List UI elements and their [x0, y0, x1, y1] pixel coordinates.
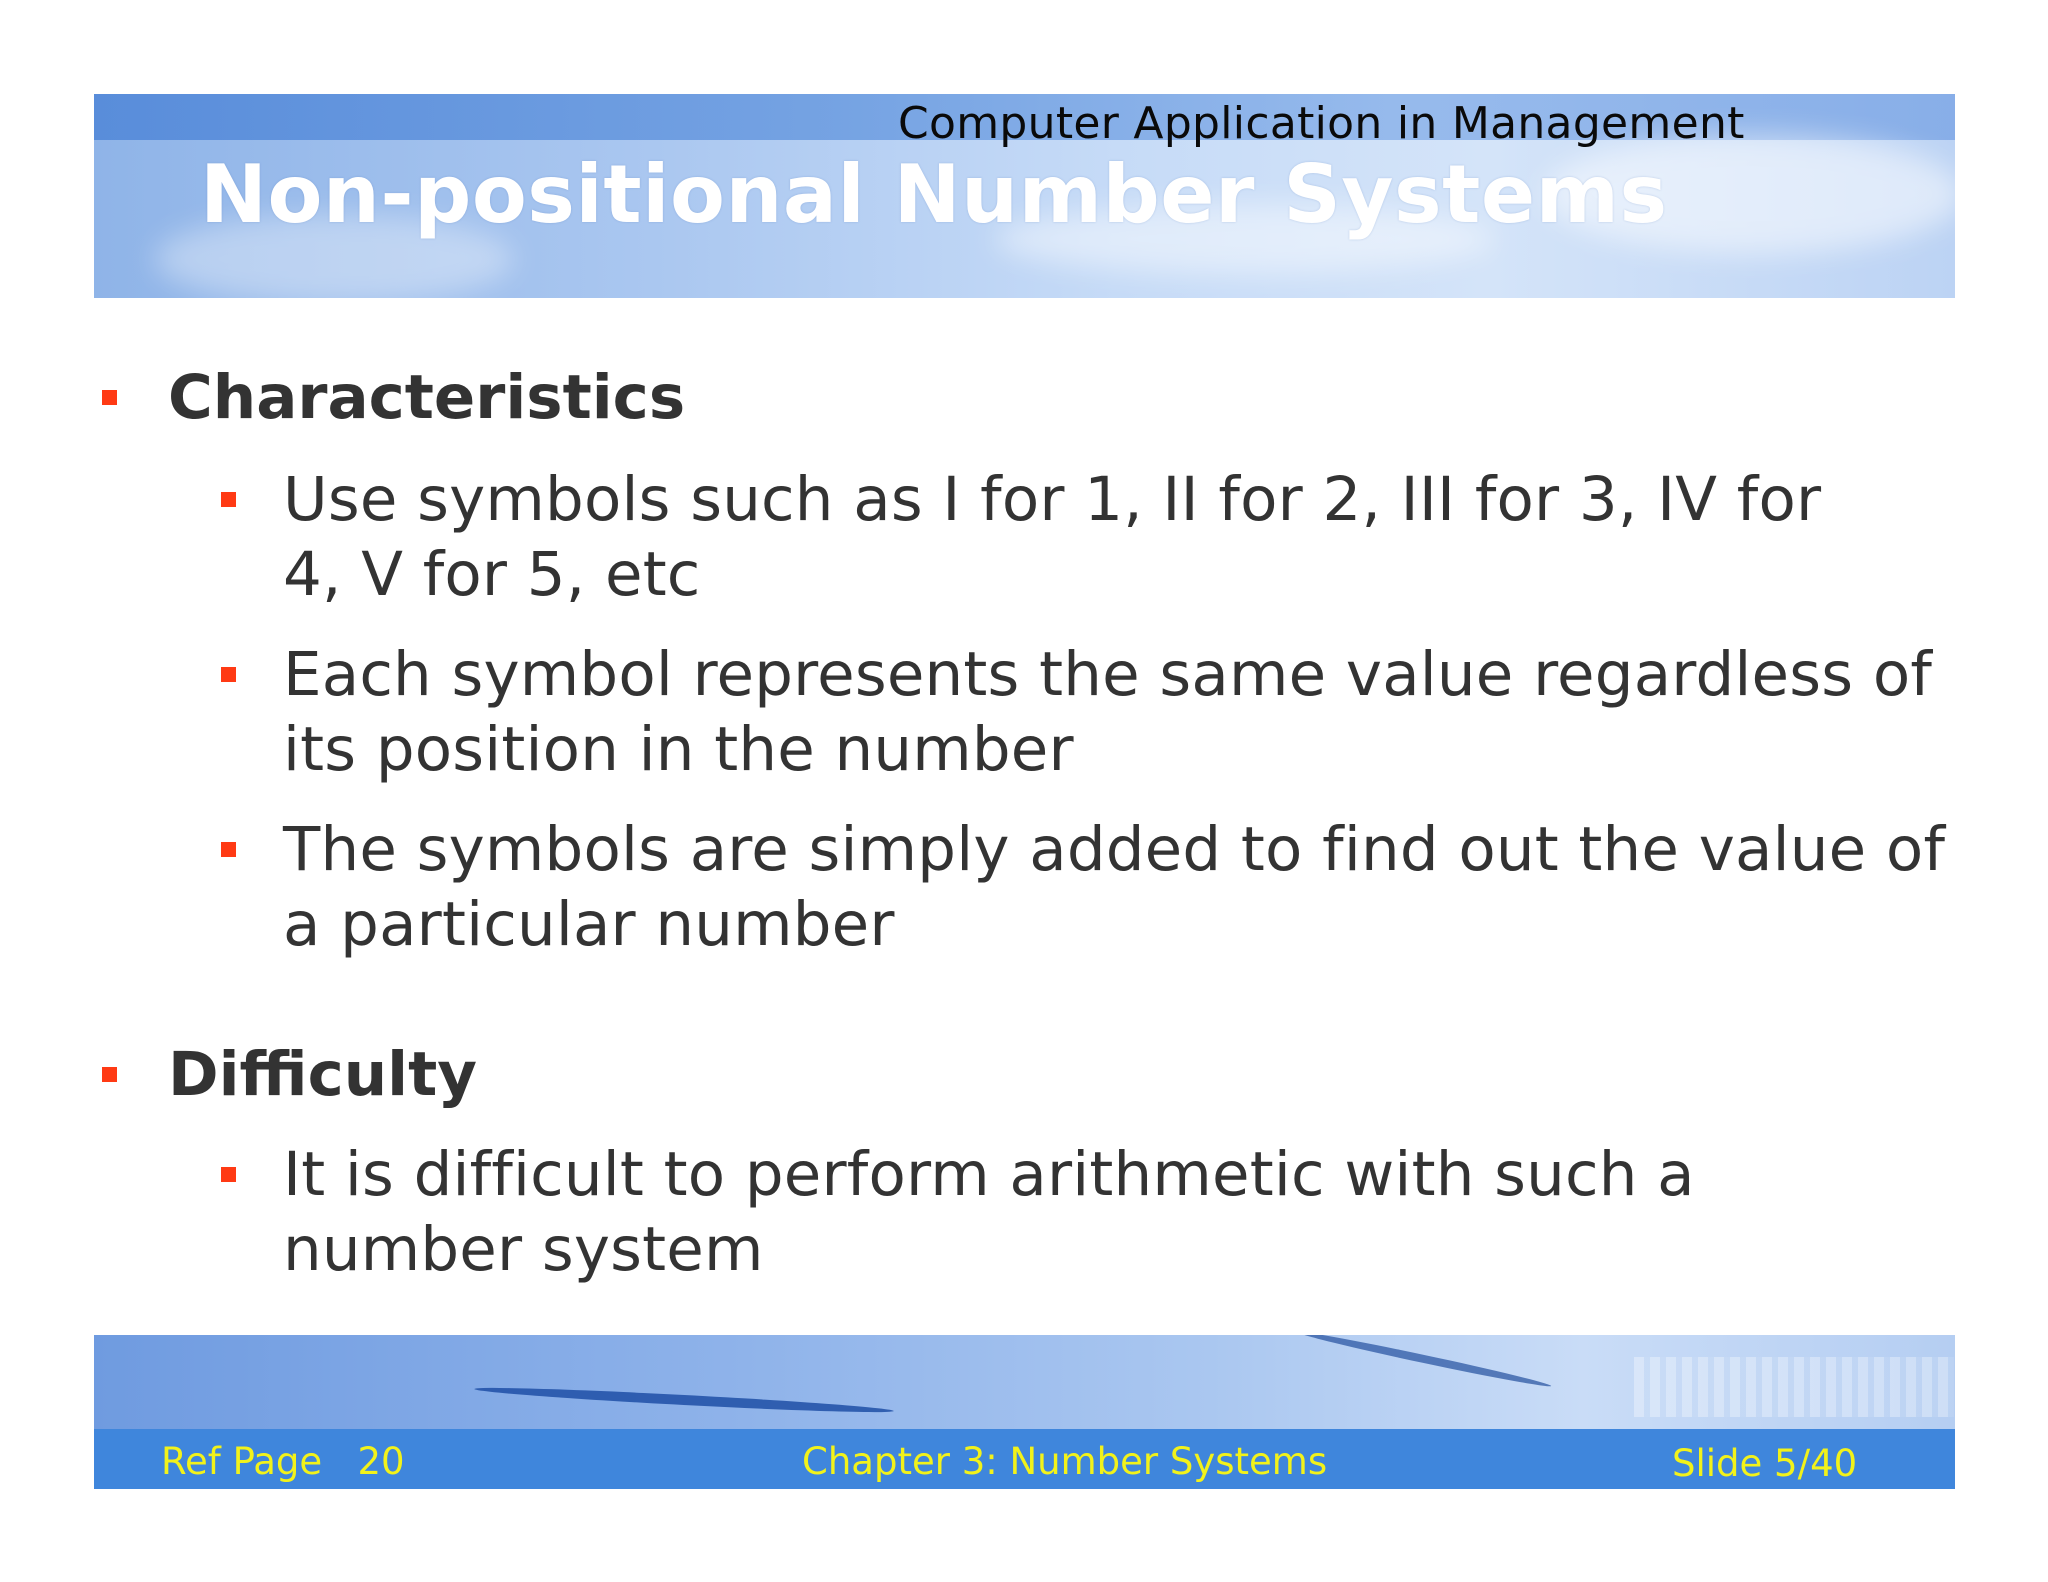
list-item: It is difficult to perform arithmetic with such a number system	[283, 1139, 1695, 1285]
bullet-icon	[221, 492, 236, 507]
footer-swoosh	[1296, 1335, 1552, 1390]
ref-page-label: Ref Page 20	[161, 1440, 405, 1483]
chapter-label: Chapter 3: Number Systems	[802, 1440, 1328, 1483]
list-item: Each symbol represents the same value regardless of its position in the number	[283, 639, 1933, 785]
section-heading-difficulty: Difficulty	[168, 1039, 477, 1110]
bullet-icon	[102, 390, 117, 405]
footer-banner	[94, 1335, 1955, 1429]
list-item: The symbols are simply added to find out the value of a particular number	[283, 814, 1946, 960]
slide-title: Non-positional Number Systems	[200, 148, 1668, 241]
list-item: Use symbols such as I for 1, II for 2, III for 3, IV for 4, V for 5, etc	[283, 464, 1822, 610]
bullet-icon	[221, 1167, 236, 1182]
course-title: Computer Application in Management	[898, 98, 1745, 149]
bullet-icon	[221, 842, 236, 857]
section-heading-characteristics: Characteristics	[168, 362, 686, 433]
keyboard-image	[1634, 1357, 1954, 1417]
slide-number: Slide 5/40	[1672, 1442, 1858, 1485]
footer-swoosh	[474, 1384, 894, 1416]
bullet-icon	[221, 667, 236, 682]
bullet-icon	[102, 1067, 117, 1082]
